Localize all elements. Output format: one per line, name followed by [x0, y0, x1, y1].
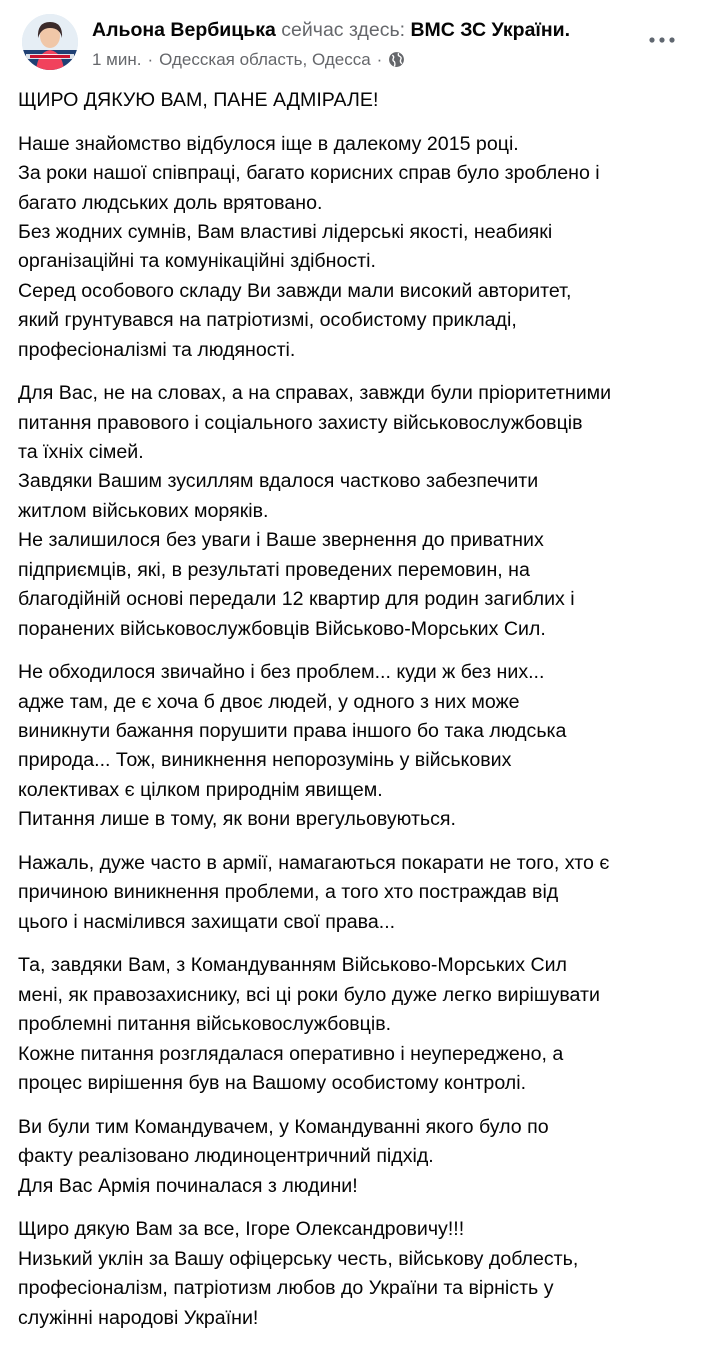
text-line: адже там, де є хоча б двоє людей, у одного з них може	[18, 690, 520, 713]
paragraph	[18, 849, 688, 937]
post-header	[22, 14, 682, 74]
text-line: Не обходилося звичайно і без проблем... куди ж без них...	[18, 661, 545, 684]
meta-separator: ·	[147, 50, 154, 69]
text-line: багато людських доль врятовано.	[18, 191, 323, 214]
post-timestamp[interactable]: 1 мин.	[92, 50, 142, 69]
globe-icon[interactable]	[388, 51, 405, 74]
avatar-image	[22, 14, 78, 70]
more-options-icon[interactable]	[642, 28, 682, 52]
text-line: який грунтувався на патріотизмі, особистому прикладі,	[18, 309, 517, 332]
text-line: Серед особового складу Ви завжди мали високий авторитет,	[18, 279, 572, 302]
text-line: поранених військовослужбовців Військово-Морських Сил.	[18, 617, 546, 640]
text-line: Наше знайомство відбулося іще в далекому 2015 році.	[18, 132, 519, 155]
text-line: природа... Тож, виникнення непорозумінь у військових	[18, 749, 512, 772]
paragraph	[18, 1113, 688, 1201]
paragraph	[18, 379, 688, 644]
text-line: Без жодних сумнів, Вам властиві лідерські якості, неабиякі	[18, 220, 553, 243]
text-line: проблемні питання військовослужбовців.	[18, 1013, 392, 1036]
text-line: виникнути бажання порушити права іншого бо така людська	[18, 720, 567, 743]
text-line: організаційні та комунікаційні здібності.	[18, 250, 376, 273]
text-line: Нажаль, дуже часто в армії, намагаються покарати не того, хто є	[18, 851, 610, 874]
text-line: та їхніх сімей.	[18, 441, 144, 464]
author-name[interactable]: Альона Вербицька	[92, 19, 276, 41]
text-line: професіоналізм, патріотизм любов до України та вірність у	[18, 1277, 554, 1300]
text-line: Низький уклін за Вашу офіцерську честь, військову доблесть,	[18, 1247, 579, 1270]
author-line	[92, 18, 570, 42]
text-line: Завдяки Вашим зусиллям вдалося частково забезпечити	[18, 470, 539, 493]
text-line: служінні народові України!	[18, 1306, 259, 1329]
text-line: Та, завдяки Вам, з Командуванням Військово-Морських Сил	[18, 954, 567, 977]
text-line: Не залишилося без уваги і Ваше звернення до приватних	[18, 529, 544, 552]
text-line: підприємців, які, в результаті проведених перемовин, на	[18, 558, 530, 581]
title-period: .	[564, 19, 571, 41]
post-title	[18, 86, 688, 115]
text-line: факту реалізовано людиноцентричний підхід.	[18, 1145, 434, 1168]
post-meta	[92, 49, 405, 74]
text-line: цього і насмілився захищати свої права...	[18, 910, 396, 933]
check-in-text: сейчас здесь:	[281, 19, 406, 41]
text-line: питання правового і соціального захисту військовослужбовців	[18, 411, 583, 434]
text-line: За роки нашої співпраці, багато корисних справ було зроблено і	[18, 162, 600, 185]
text-line: житлом військових моряків.	[18, 499, 269, 522]
text-line: професіоналізмі та людяності.	[18, 338, 296, 361]
text-line: мені, як правозахиснику, всі ці роки було дуже легко вирішувати	[18, 983, 600, 1006]
title-line: ЩИРО ДЯКУЮ ВАМ, ПАНЕ АДМІРАЛЕ!	[18, 89, 379, 111]
text-line: Кожне питання розглядалася оперативно і неупереджено, а	[18, 1042, 564, 1065]
text-line: Щиро дякую Вам за все, Ігоре Олександровичу!!!	[18, 1218, 465, 1241]
paragraph	[18, 1215, 688, 1333]
text-line: Питання лише в тому, як вони врегульовуються.	[18, 808, 456, 831]
text-line: благодійній основі передали 12 квартир для родин загиблих і	[18, 588, 575, 611]
meta-separator: ·	[376, 50, 383, 69]
text-line: процес вирішення був на Вашому особистому контролі.	[18, 1072, 527, 1095]
text-line: колективах є цілком природнім явищем.	[18, 778, 383, 801]
post-location[interactable]: Одесская область, Одесса	[159, 50, 371, 69]
post-body	[18, 86, 688, 1347]
paragraph	[18, 951, 688, 1098]
text-line: Ви були тим Командувачем, у Командуванні якого було по	[18, 1115, 549, 1138]
text-line: Для Вас, не на словах, а на справах, завжди були пріоритетними	[18, 382, 612, 405]
paragraph	[18, 130, 688, 365]
tagged-page-name[interactable]: ВМС ЗС України	[410, 19, 565, 41]
paragraph	[18, 658, 688, 834]
text-line: Для Вас Армія починалася з людини!	[18, 1174, 358, 1197]
text-line: причиною виникнення проблеми, а того хто постраждав від	[18, 881, 559, 904]
avatar[interactable]	[22, 14, 78, 70]
